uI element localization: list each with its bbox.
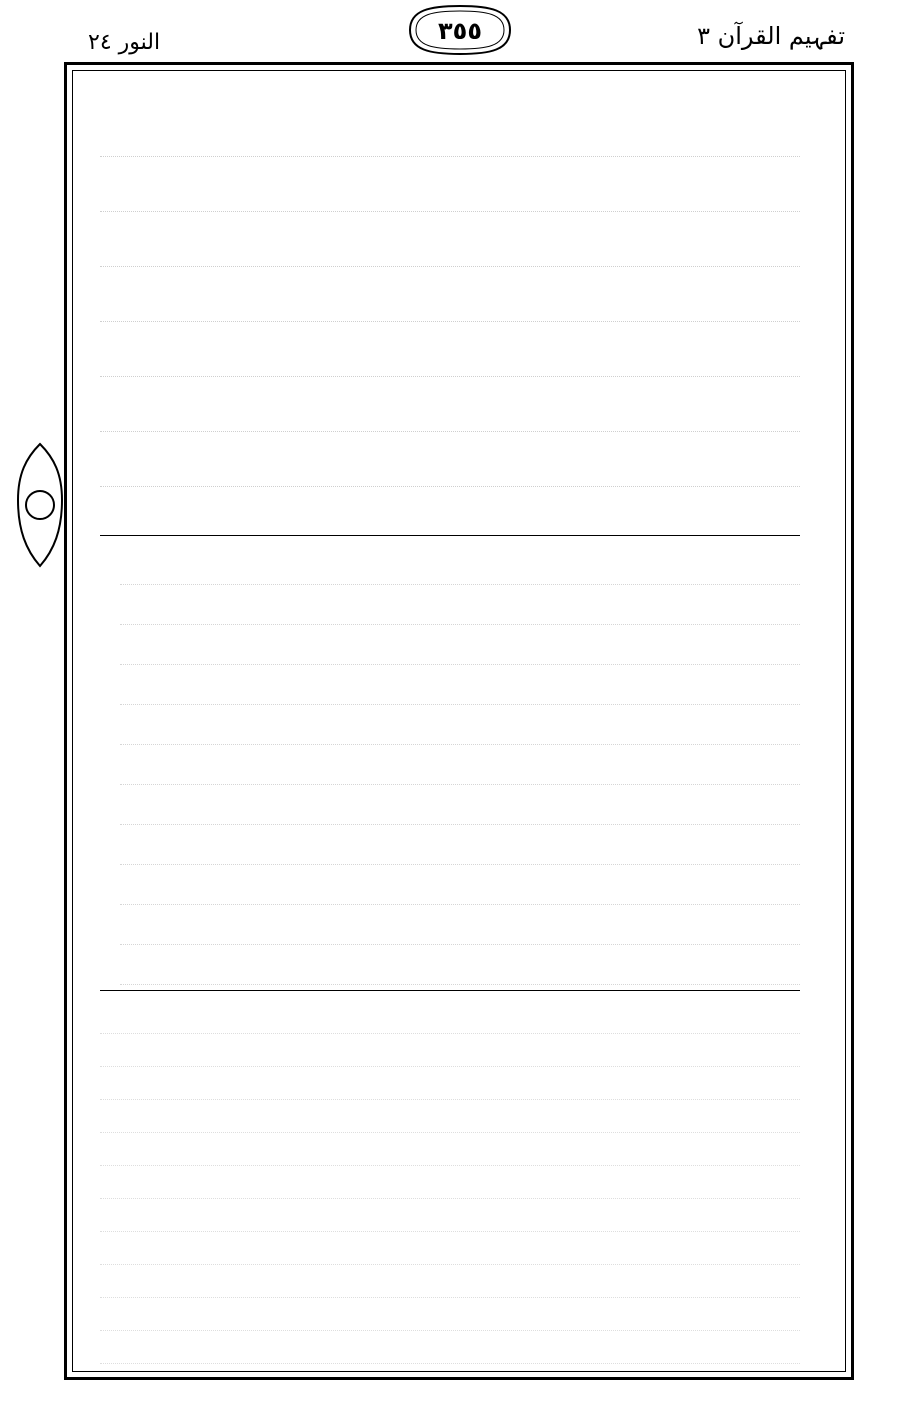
footnote-line [100, 1269, 800, 1298]
ruku-marker-ornament [10, 440, 70, 570]
page-number-badge [400, 2, 520, 58]
surah-header: النور ٢٤ [88, 30, 161, 55]
footnote-line [100, 1170, 800, 1199]
translation-line [120, 630, 800, 665]
footnote-line [100, 1236, 800, 1265]
verse-line [100, 440, 800, 487]
verse-line [100, 220, 800, 267]
verse-line [100, 275, 800, 322]
book-title-header: تفہیم القرآن ٣ [697, 22, 845, 50]
translation-line [120, 910, 800, 945]
verse-line [100, 165, 800, 212]
translation-line [120, 590, 800, 625]
verse-line [100, 385, 800, 432]
translation-line [120, 670, 800, 705]
section-divider [100, 990, 800, 991]
footnote-line [100, 1302, 800, 1331]
translation-line [120, 550, 800, 585]
footnote-line [100, 1335, 800, 1364]
translation-line [120, 750, 800, 785]
footnote-line [100, 1038, 800, 1067]
footnote-line [100, 1005, 800, 1034]
verse-line [100, 330, 800, 377]
section-divider [100, 535, 800, 536]
footnote-line [100, 1071, 800, 1100]
translation-line [120, 950, 800, 985]
translation-line [120, 790, 800, 825]
page-number: ٣٥٥ [438, 17, 482, 45]
footnote-line [100, 1137, 800, 1166]
translation-line [120, 870, 800, 905]
verse-line [100, 110, 800, 157]
translation-line [120, 830, 800, 865]
translation-line [120, 710, 800, 745]
footnote-line [100, 1104, 800, 1133]
footnote-line [100, 1203, 800, 1232]
